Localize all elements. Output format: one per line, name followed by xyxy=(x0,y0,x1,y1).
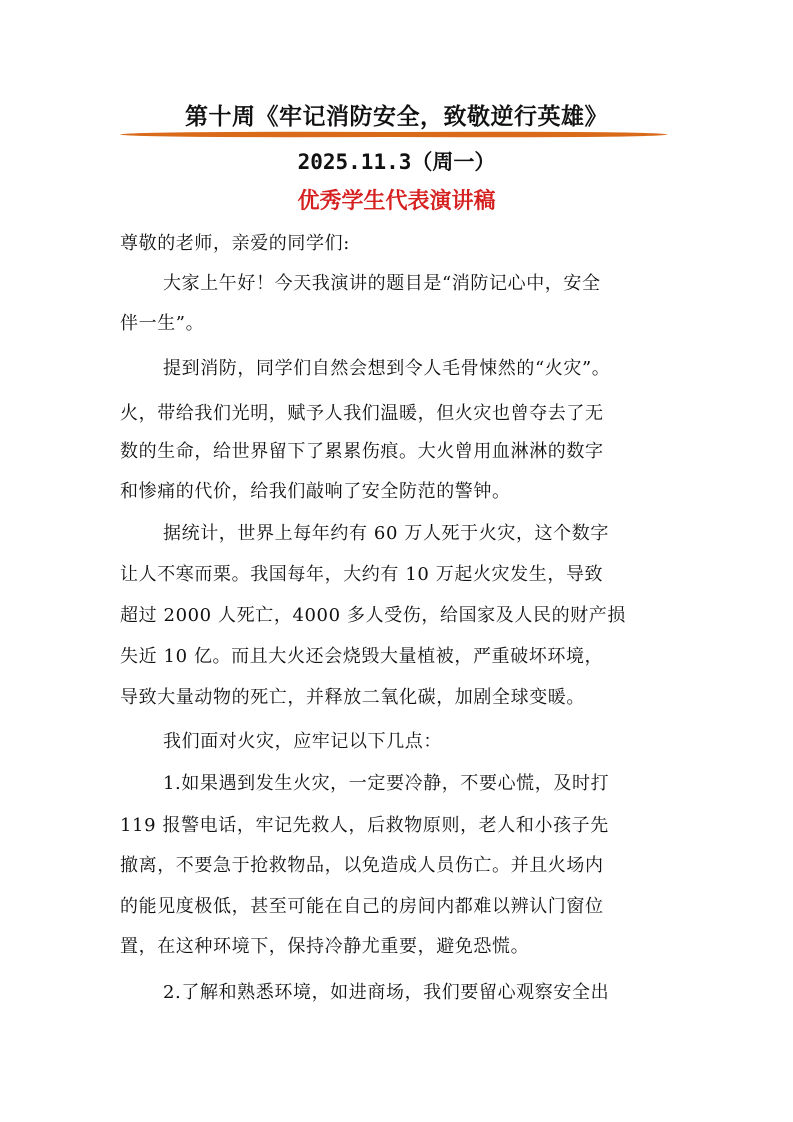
body-line: 据统计，世界上每年约有 60 万人死于火灾，这个数字 xyxy=(163,523,609,544)
body-line: 提到消防，同学们自然会想到令人毛骨悚然的“火灾”。 xyxy=(163,358,611,379)
body-line: 超过 2000 人死亡，4000 多人受伤，给国家及人民的财产损 xyxy=(120,605,626,626)
salutation: 尊敬的老师，亲爱的同学们: xyxy=(120,233,350,254)
list-item-1-line: 置，在这种环境下，保持冷静尤重要，避免恐慌。 xyxy=(120,936,530,957)
list-item-1-line: 撤离，不要急于抢救物品，以免造成人员伤亡。并且火场内 xyxy=(120,855,604,876)
body-line: 失近 10 亿。而且大火还会烧毁大量植被，严重破坏环境， xyxy=(120,646,604,667)
title-underline xyxy=(120,131,668,138)
body-line: 让人不寒而栗。我国每年，大约有 10 万起火灾发生，导致 xyxy=(120,564,604,585)
body-line: 我们面对火灾，应牢记以下几点： xyxy=(163,731,442,752)
date-line: 2025.11.3（周一） xyxy=(297,150,496,174)
document-title: 第十周《牢记消防安全，致敬逆行英雄》 xyxy=(185,103,608,130)
body-line: 数的生命，给世界留下了累累伤痕。大火曾用血淋淋的数字 xyxy=(120,441,604,462)
list-item-1-line: 1.如果遇到发生火灾，一定要冷静，不要心慌，及时打 xyxy=(163,773,610,794)
list-item-1-line: 的能见度极低，甚至可能在自己的房间内都难以辨认门窗位 xyxy=(120,896,604,917)
body-line: 大家上午好！今天我演讲的题目是“消防记心中，安全 xyxy=(163,273,601,294)
body-line: 伴一生”。 xyxy=(120,313,205,334)
body-line: 和惨痛的代价，给我们敲响了安全防范的警钟。 xyxy=(120,481,511,502)
list-item-1-line: 119 报警电话，牢记先救人，后救物原则，老人和小孩子先 xyxy=(120,815,609,836)
list-item-2-line: 2.了解和熟悉环境，如进商场，我们要留心观察安全出 xyxy=(163,982,610,1003)
body-line: 导致大量动物的死亡，并释放二氧化碳，加剧全球变暖。 xyxy=(120,687,585,708)
body-line: 火，带给我们光明，赋予人我们温暖，但火灾也曾夺去了无 xyxy=(120,403,604,424)
speech-subtitle: 优秀学生代表演讲稿 xyxy=(297,188,496,214)
